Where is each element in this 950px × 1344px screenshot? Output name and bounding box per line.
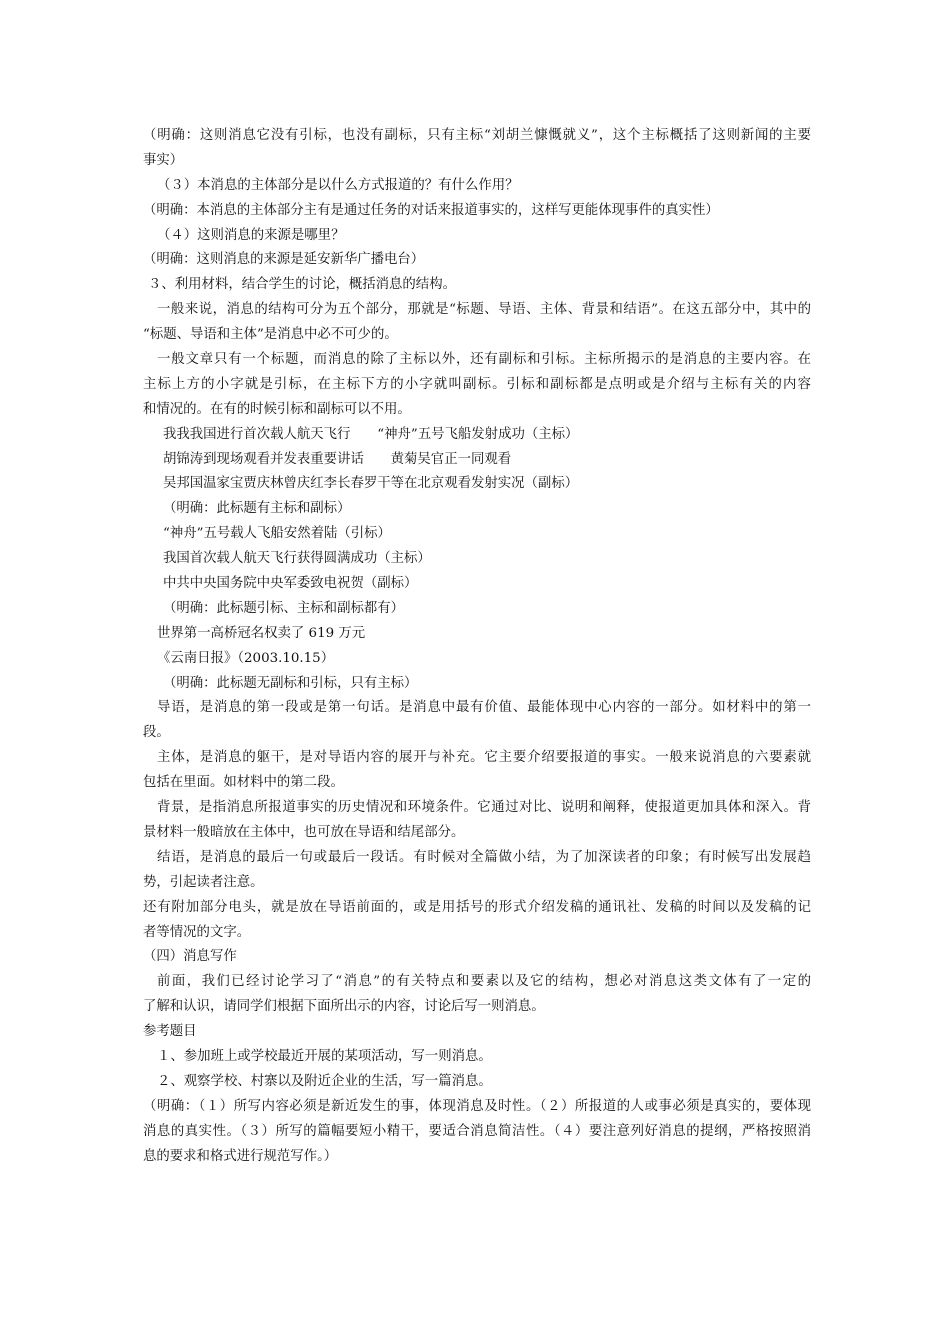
text-line: 主标上方的小字就是引标，在主标下方的小字就叫副标。引标和副标都是点明或是介绍与主标有关的内容 — [143, 376, 811, 392]
text-line: 一般文章只有一个标题，而消息的除了主标以外，还有副标和引标。主标所揭示的是消息的主要内容。在 — [157, 352, 811, 368]
text-line: 包括在里面。如材料中的第二段。 — [143, 775, 344, 791]
text-line: 我国首次载人航天飞行获得圆满成功（主标） — [163, 551, 431, 567]
text-line: 《云南日报》（2003.10.15） — [157, 650, 335, 666]
text-line: 世界第一高桥冠名权卖了 619 万元 — [157, 625, 366, 641]
text-line: 者等情况的文字。 — [143, 924, 251, 940]
text-line: （明确：此标题引标、主标和副标都有） — [163, 600, 405, 616]
text-line: （４）这则消息的来源是哪里？ — [157, 227, 345, 243]
text-line: （明确：此标题无副标和引标，只有主标） — [163, 675, 418, 691]
text-line: 结语，是消息的最后一句或最后一段话。有时候对全篇做小结，为了加深读者的印象；有时候写出发展趋 — [157, 849, 811, 865]
text-line: （明确：本消息的主体部分主有是通过任务的对话来报道事实的，这样写更能体现事件的真实性） — [143, 202, 719, 218]
text-line: １、参加班上或学校最近开展的某项活动，写一则消息。 — [157, 1048, 492, 1064]
text-line: 息的要求和格式进行规范写作。） — [143, 1148, 338, 1164]
text-line: 势，引起读者注意。 — [143, 874, 264, 890]
text-line: 还有附加部分电头，就是放在导语前面的，或是用括号的形式介绍发稿的通讯社、发稿的时间以及发稿的记 — [143, 899, 811, 915]
text-line: “标题、导语和主体”是消息中必不可少的。 — [143, 327, 398, 343]
text-line: 段。 — [143, 725, 170, 741]
text-line: 前面，我们已经讨论学习了“消息”的有关特点和要素以及它的结构，想必对消息这类文体有了一定的 — [157, 974, 811, 990]
text-line: 事实） — [143, 152, 184, 168]
text-line: 消息的真实性。（３）所写的篇幅要短小精干，要适合消息简洁性。（４）要注意列好消息的提纲，严格按照消 — [143, 1123, 811, 1139]
text-line: ２、观察学校、村寨以及附近企业的生活，写一篇消息。 — [157, 1073, 492, 1089]
text-line: （明确：这则消息它没有引标，也没有副标，只有主标“刘胡兰慷慨就义”，这个主标概括了这则新闻的主要 — [143, 128, 811, 143]
text-line: （明确：（１）所写内容必须是新近发生的事，体现消息及时性。（２）所报道的人或事必须是真实的，要体现 — [143, 1098, 811, 1114]
text-line: 参考题目 — [143, 1024, 197, 1040]
text-line: 胡锦涛到现场观看并发表重要讲话 黄菊吴官正一同观看 — [163, 451, 512, 467]
text-line: “神舟”五号载人飞船安然着陆（引标） — [163, 526, 391, 542]
text-line: （四）消息写作 — [143, 949, 237, 965]
document-body — [143, 124, 811, 1169]
text-line: 了解和认识，请同学们根据下面所出示的内容，讨论后写一则消息。 — [143, 999, 545, 1015]
text-line: 和情况的。在有的时候引标和副标可以不用。 — [143, 401, 411, 417]
text-line: （明确：这则消息的来源是延安新华广播电台） — [143, 252, 425, 268]
text-line: （明确：此标题有主标和副标） — [163, 501, 351, 517]
text-line: ３、利用材料，结合学生的讨论，概括消息的结构。 — [148, 277, 456, 293]
text-line: （３）本消息的主体部分是以什么方式报道的？有什么作用？ — [157, 177, 519, 193]
text-line: 我我我国进行首次载人航天飞行 “神舟”五号飞船发射成功（主标） — [163, 426, 579, 442]
text-line: 吴邦国温家宝贾庆林曾庆红李长春罗干等在北京观看发射实况（副标） — [163, 476, 579, 492]
text-line: 中共中央国务院中央军委致电祝贺（副标） — [163, 576, 418, 592]
text-line: 导语，是消息的第一段或是第一句话。是消息中最有价值、最能体现中心内容的一部分。如材料中的第一 — [157, 700, 811, 716]
text-line: 一般来说，消息的结构可分为五个部分，那就是“标题、导语、主体、背景和结语”。在这五部分中，其中的 — [157, 302, 811, 318]
text-line: 背景，是指消息所报道事实的历史情况和环境条件。它通过对比、说明和阐释，使报道更加具体和深入。背 — [157, 800, 811, 816]
text-line: 景材料一般暗放在主体中，也可放在导语和结尾部分。 — [143, 824, 465, 840]
text-line: 主体，是消息的躯干，是对导语内容的展开与补充。它主要介绍要报道的事实。一般来说消息的六要素就 — [157, 750, 811, 766]
